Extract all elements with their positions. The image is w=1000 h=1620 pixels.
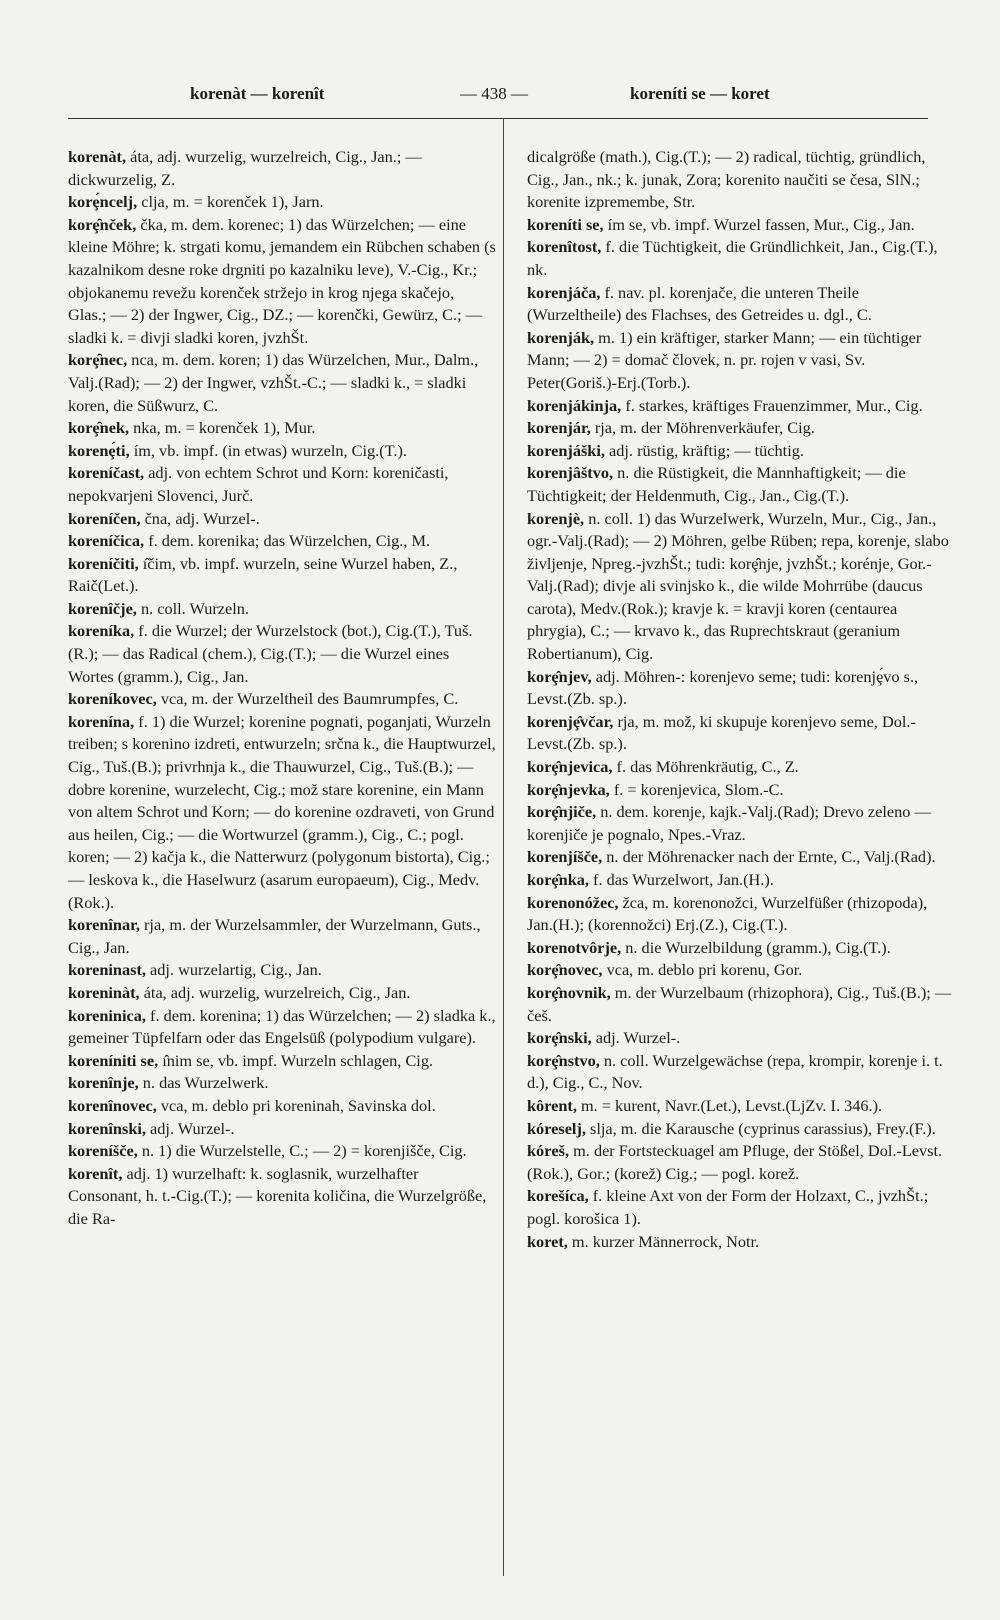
headword: korȩ̂njevica, bbox=[527, 757, 613, 777]
dictionary-entry bbox=[68, 1095, 496, 1118]
dictionary-entry bbox=[527, 214, 955, 237]
entry-definition: adj. wurzelartig, Cig., Jan. bbox=[145, 960, 322, 980]
entry-definition: f. = korenjevica, Slom.-C. bbox=[609, 779, 784, 799]
entry-definition: m. 1) ein kräftiger, starker Mann; — ein tüchtiger Mann; — 2) = domač človek, n. pr. rojen v vasi, Sv. Peter(Goriš.)-Erj.(Torb.). bbox=[527, 327, 922, 392]
entry-definition: f. die Wurzel; der Wurzelstock (bot.), Cig.(T.), Tuš.(R.); — das Radical (chem.), Cig.(T.); — die Wurzel eines Wortes (gramm.), Cig., Jan. bbox=[68, 621, 473, 686]
dictionary-entry bbox=[68, 982, 496, 1005]
entry-definition: adj. 1) wurzelhaft: k. soglasnik, wurzelhafter Consonant, h. t.-Cig.(T.); — korenita količina, die Wurzelgröße, die Ra- bbox=[68, 1163, 487, 1228]
headword: korenína, bbox=[68, 711, 135, 731]
headword: koreníniti se, bbox=[68, 1050, 159, 1070]
dictionary-entry bbox=[527, 395, 955, 418]
dictionary-entry bbox=[527, 869, 955, 892]
entry-definition: f. starkes, kräftiges Frauenzimmer, Mur., Cig. bbox=[621, 395, 923, 415]
headword: korȩ̂nstvo, bbox=[527, 1050, 600, 1070]
entry-definition: vca, m. deblo pri korenu, Gor. bbox=[602, 960, 803, 980]
entry-definition: f. die Tüchtigkeit, die Gründlichkeit, Jan., Cig.(T.), nk. bbox=[527, 237, 938, 279]
headword: korȩ̂njevka, bbox=[527, 779, 610, 799]
dictionary-entry bbox=[527, 937, 955, 960]
dictionary-entry bbox=[68, 191, 496, 214]
entry-definition: f. dem. korenina; 1) das Würzelchen; — 2) sladka k., gemeiner Tüpfelfarn oder das Engelsüß (polypodium vulgare). bbox=[68, 1005, 496, 1048]
headword: korȩ̑nek, bbox=[68, 418, 130, 438]
headword: koreníšče, bbox=[68, 1141, 138, 1161]
headword: korenîtost, bbox=[527, 237, 602, 257]
headword: korenonóžec, bbox=[527, 892, 619, 912]
headword: korenînar, bbox=[68, 915, 140, 935]
headword: korȩ̂nka, bbox=[527, 870, 589, 889]
dictionary-entry bbox=[527, 327, 955, 395]
headword: korenjíšče, bbox=[527, 847, 603, 867]
header-rule bbox=[68, 118, 928, 119]
dictionary-entry bbox=[68, 440, 496, 463]
dictionary-entry bbox=[68, 1050, 496, 1073]
headword: korȩ̂njiče, bbox=[527, 802, 597, 822]
headword: koreníkovec, bbox=[68, 689, 157, 709]
entry-definition: rja, m. der Wurzelsammler, der Wurzelmann, Guts., Cig., Jan. bbox=[68, 915, 481, 957]
dictionary-entry bbox=[527, 892, 955, 937]
headword: koreninica, bbox=[68, 1005, 146, 1025]
dictionary-entry bbox=[527, 146, 955, 214]
entry-definition: clja, m. = korenček 1), Jarn. bbox=[137, 192, 324, 212]
entry-definition: rja, m. der Möhrenverkäufer, Cig. bbox=[590, 418, 815, 438]
entry-definition: nka, m. = korenček 1), Mur. bbox=[129, 418, 316, 438]
dictionary-entry bbox=[527, 846, 955, 869]
headword: korenjáški, bbox=[527, 440, 605, 460]
dictionary-entry bbox=[68, 146, 496, 191]
entry-definition: f. nav. pl. korenjače, die unteren Theile (Wurzeltheile) des Flachses, des Getreides u. dgl., C. bbox=[527, 282, 872, 325]
headword: korenînovec, bbox=[68, 1095, 157, 1115]
dictionary-entry bbox=[527, 711, 955, 756]
entry-definition: f. dem. korenika; das Würzelchen, Cig., M. bbox=[144, 531, 431, 551]
entry-definition: f. kleine Axt von der Form der Holzaxt, C., jvzhŠt.; pogl. korošica 1). bbox=[527, 1186, 929, 1228]
dictionary-entry bbox=[527, 236, 955, 281]
entry-definition: vca, m. deblo pri koreninah, Savinska dol. bbox=[156, 1095, 436, 1115]
entry-definition: f. das Wurzelwort, Jan.(H.). bbox=[588, 870, 774, 889]
headword: korenjákinja, bbox=[527, 395, 622, 415]
dictionary-entry bbox=[527, 959, 955, 982]
entry-definition: n. coll. Wurzeln. bbox=[136, 598, 249, 618]
headword: koreníka, bbox=[68, 621, 135, 641]
entry-definition: m. kurzer Männerrock, Notr. bbox=[567, 1231, 760, 1251]
headword: kôrent, bbox=[527, 1095, 577, 1115]
dictionary-entry bbox=[527, 440, 955, 463]
dictionary-entry bbox=[527, 1140, 955, 1185]
headword: korenjè, bbox=[527, 508, 585, 528]
entry-definition: n. coll. Wurzelgewächse (repa, krompir, korenje i. t. d.), Cig., C., Nov. bbox=[527, 1050, 943, 1093]
entry-definition: m. = kurent, Navr.(Let.), Levst.(LjZv. I. 346.). bbox=[576, 1095, 883, 1115]
headword: korȩ̂njev, bbox=[527, 666, 592, 686]
headword: korenják, bbox=[527, 327, 595, 347]
dictionary-entry bbox=[527, 779, 955, 802]
dictionary-entry bbox=[68, 1072, 496, 1095]
headword: korȩ̂nski, bbox=[527, 1028, 592, 1048]
entry-definition: čka, m. dem. korenec; 1) das Würzelchen; — eine kleine Möhre; k. strgati komu, jemandem ein Rübchen schaben (s kazalnikom desne roke drgniti po kazalniku leve), V.-Cig., Kr.; objokanemu revežu korenček stržejo in krog njega skačejo, Glas.; — 2) der Ingwer, Cig., DZ.; — korenčki, Gewürz, C.; — sladki k. = divji sladki koren, jvzhŠt. bbox=[68, 214, 496, 347]
page-number: — 438 — bbox=[460, 84, 528, 103]
dictionary-entry bbox=[527, 801, 955, 846]
headword: korȩ̑nec, bbox=[68, 350, 128, 370]
right-column bbox=[527, 146, 955, 1253]
header-right-guide: koreníti se — koret bbox=[630, 84, 770, 103]
dictionary-entry bbox=[68, 620, 496, 688]
headword: korȩ̑nček, bbox=[68, 214, 137, 234]
entry-definition: adj. Wurzel-. bbox=[145, 1118, 235, 1138]
headword: koreníti se, bbox=[527, 214, 604, 234]
dictionary-entry bbox=[527, 1118, 955, 1141]
dictionary-entry bbox=[68, 214, 496, 350]
entry-definition: n. das Wurzelwerk. bbox=[138, 1073, 269, 1093]
headword: korenjâštvo, bbox=[527, 463, 614, 483]
dictionary-entry bbox=[527, 1050, 955, 1095]
headword: koreníčast, bbox=[68, 463, 145, 483]
page-header bbox=[0, 84, 1000, 118]
dictionary-entry bbox=[68, 1118, 496, 1141]
dictionary-entry bbox=[68, 1140, 496, 1163]
dictionary-entry bbox=[68, 553, 496, 598]
entry-definition: nca, m. dem. koren; 1) das Würzelchen, Mur., Dalm., Valj.(Rad); — 2) der Ingwer, vzhŠt.-C.; — sladki k., = sladki koren, die Süßwurz, C. bbox=[68, 350, 479, 415]
entry-definition: adj. Möhren-: korenjevo seme; tudi: korenjȩ́vo s., Levst.(Zb. sp.). bbox=[527, 666, 919, 709]
entry-definition: f. 1) die Wurzel; korenine pognati, poganjati, Wurzeln treiben; s korenino izdreti, entwurzeln; srčna k., die Hauptwurzel, Cig., Tuš.(B.); privrhnja k., die Thauwurzel, Cig., Tuš.(B.); — dobre korenine, wurzelecht, Cig.; mož stare korenine, ein Mann von altem Schrot und Korn; — do korenine ozdraveti, von Grund aus heilen, Cig.; — die Wortwurzel (gramm.), Cig., C.; pogl. koren; — 2) kačja k., die Natterwurz (polygonum bistorta), Cig.; — leskova k., die Haselwurz (asarum europaeum), Cig., Medv.(Rok.). bbox=[68, 711, 496, 912]
entry-definition: adj. rüstig, kräftig; — tüchtig. bbox=[604, 440, 804, 460]
entry-definition: áta, adj. wurzelig, wurzelreich, Cig., Jan. bbox=[139, 982, 411, 1002]
dictionary-entry bbox=[68, 417, 496, 440]
dictionary-entry bbox=[527, 1185, 955, 1230]
entry-definition: čna, adj. Wurzel-. bbox=[140, 508, 260, 528]
headword: korenjȩ̂včar, bbox=[527, 711, 614, 731]
entry-definition: ím, vb. impf. (in etwas) wurzeln, Cig.(T.). bbox=[129, 440, 407, 460]
headword: korenît, bbox=[68, 1163, 123, 1183]
dictionary-entry bbox=[68, 914, 496, 959]
entry-definition: m. der Fortsteckuagel am Pfluge, der Stößel, Dol.-Levst.(Rok.), Gor.; (korež) Cig.; — pogl. korež. bbox=[527, 1141, 943, 1183]
headword: korenjár, bbox=[527, 418, 591, 438]
dictionary-entry bbox=[527, 982, 955, 1027]
headword: kórеš, bbox=[527, 1141, 570, 1161]
entry-definition: adj. von echtem Schrot und Korn: koreničasti, nepokvarjeni Slovenci, Jurč. bbox=[68, 463, 449, 505]
headword: kóreselj, bbox=[527, 1118, 586, 1138]
headword: korenȩ́ti, bbox=[68, 440, 130, 460]
column-divider bbox=[503, 118, 504, 1576]
headword: koreníčica, bbox=[68, 531, 145, 551]
entry-definition: vca, m. der Wurzeltheil des Baumrumpfes, C. bbox=[156, 689, 459, 709]
entry-definition: dicalgröße (math.), Cig.(T.); — 2) radical, tüchtig, gründlich, Cig., Jan., nk.; k. junak, Zora; korenito naučiti se česa, SlN.; korenite izpremembe, Str. bbox=[527, 147, 926, 212]
left-column bbox=[68, 146, 496, 1231]
dictionary-entry bbox=[527, 1027, 955, 1050]
headword: koreninast, bbox=[68, 960, 146, 980]
header-left-guide: korenàt — korenît bbox=[190, 84, 325, 103]
headword: korenjáča, bbox=[527, 282, 601, 302]
headword: koreníčiti, bbox=[68, 553, 139, 573]
entry-definition: n. der Möhrenacker nach der Ernte, C., Valj.(Rad). bbox=[602, 847, 936, 867]
dictionary-entry bbox=[527, 417, 955, 440]
headword: korenotvôrje, bbox=[527, 937, 622, 957]
dictionary-entry bbox=[68, 1005, 496, 1050]
dictionary-entry bbox=[527, 1231, 955, 1254]
headword: korȩ̂novec, bbox=[527, 960, 603, 980]
dictionary-entry bbox=[527, 756, 955, 779]
dictionary-entry bbox=[68, 349, 496, 417]
entry-definition: n. dem. korenje, kajk.-Valj.(Rad); Drevo zeleno — korenjiče je pognalo, Npes.-Vraz. bbox=[527, 802, 931, 844]
headword: korenînski, bbox=[68, 1118, 146, 1138]
entry-definition: slja, m. die Karausche (cyprinus carassius), Frey.(F.). bbox=[585, 1118, 936, 1138]
dictionary-entry bbox=[68, 598, 496, 621]
headword: koreníčen, bbox=[68, 508, 141, 528]
headword: koret, bbox=[527, 1231, 568, 1251]
dictionary-entry bbox=[68, 462, 496, 507]
dictionary-entry bbox=[68, 688, 496, 711]
dictionary-entry bbox=[527, 666, 955, 711]
dictionary-entry bbox=[527, 462, 955, 507]
entry-definition: n. die Wurzelbildung (gramm.), Cig.(T.). bbox=[621, 937, 891, 957]
entry-definition: ı̂čim, vb. impf. wurzeln, seine Wurzel haben, Z., Raič(Let.). bbox=[68, 553, 458, 596]
headword: korenàt, bbox=[68, 147, 127, 166]
headword: korenîčje, bbox=[68, 598, 137, 618]
dictionary-entry bbox=[68, 530, 496, 553]
entry-definition: m. der Wurzelbaum (rhizophora), Cig., Tuš.(B.); — češ. bbox=[527, 982, 952, 1025]
dictionary-entry bbox=[68, 508, 496, 531]
entry-definition: n. 1) die Wurzelstelle, C.; — 2) = korenjišče, Cig. bbox=[137, 1141, 467, 1161]
dictionary-entry bbox=[527, 1095, 955, 1118]
entry-definition: ı̂nim se, vb. impf. Wurzeln schlagen, Cig. bbox=[158, 1050, 434, 1070]
dictionary-entry bbox=[68, 959, 496, 982]
headword: koreninàt, bbox=[68, 982, 140, 1002]
headword: korenînje, bbox=[68, 1073, 139, 1093]
entry-definition: rja, m. mož, ki skupuje korenjevo seme, Dol.-Levst.(Zb. sp.). bbox=[527, 711, 916, 754]
headword: korešíca, bbox=[527, 1186, 589, 1206]
entry-definition: ím se, vb. impf. Wurzel fassen, Mur., Cig., Jan. bbox=[603, 214, 915, 234]
dictionary-entry bbox=[68, 1163, 496, 1231]
entry-definition: adj. Wurzel-. bbox=[591, 1028, 681, 1048]
entry-definition: n. die Rüstigkeit, die Mannhaftigkeit; — die Tüchtigkeit; der Heldenmuth, Cig., Jan., Cig.(T.). bbox=[527, 463, 906, 505]
entry-definition: f. das Möhrenkräutig, C., Z. bbox=[612, 757, 799, 777]
dictionary-entry bbox=[68, 711, 496, 914]
headword: korȩ́ncelj, bbox=[68, 192, 138, 212]
headword: korȩ̂novnik, bbox=[527, 982, 611, 1002]
dictionary-entry bbox=[527, 508, 955, 666]
entry-definition: žca, m. korenonožci, Wurzelfüßer (rhizopoda), Jan.(H.); (korennožci) Erj.(Z.), Cig.(T.). bbox=[527, 892, 928, 935]
entry-definition: áta, adj. wurzelig, wurzelreich, Cig., Jan.; — dickwurzelig, Z. bbox=[68, 147, 422, 189]
dictionary-entry bbox=[527, 282, 955, 327]
entry-definition: n. coll. 1) das Wurzelwerk, Wurzeln, Mur., Cig., Jan., ogr.-Valj.(Rad); — 2) Möhren, gelbe Rüben; repa, korenje, slabo življenje, Npreg.-jvzhŠt.; tudi: korȩ̂nje, jvzhŠt.; korénje, Gor.-Valj.(Rad); divje ali svinjsko k., die wilde Mohrrübe (daucus carota), Medv.(Rok.); kravje k. = kravji koren (centaurea phrygia), C.; — krvavo k., das Ruprechtskraut (geranium Robertianum), Cig. bbox=[527, 508, 949, 664]
